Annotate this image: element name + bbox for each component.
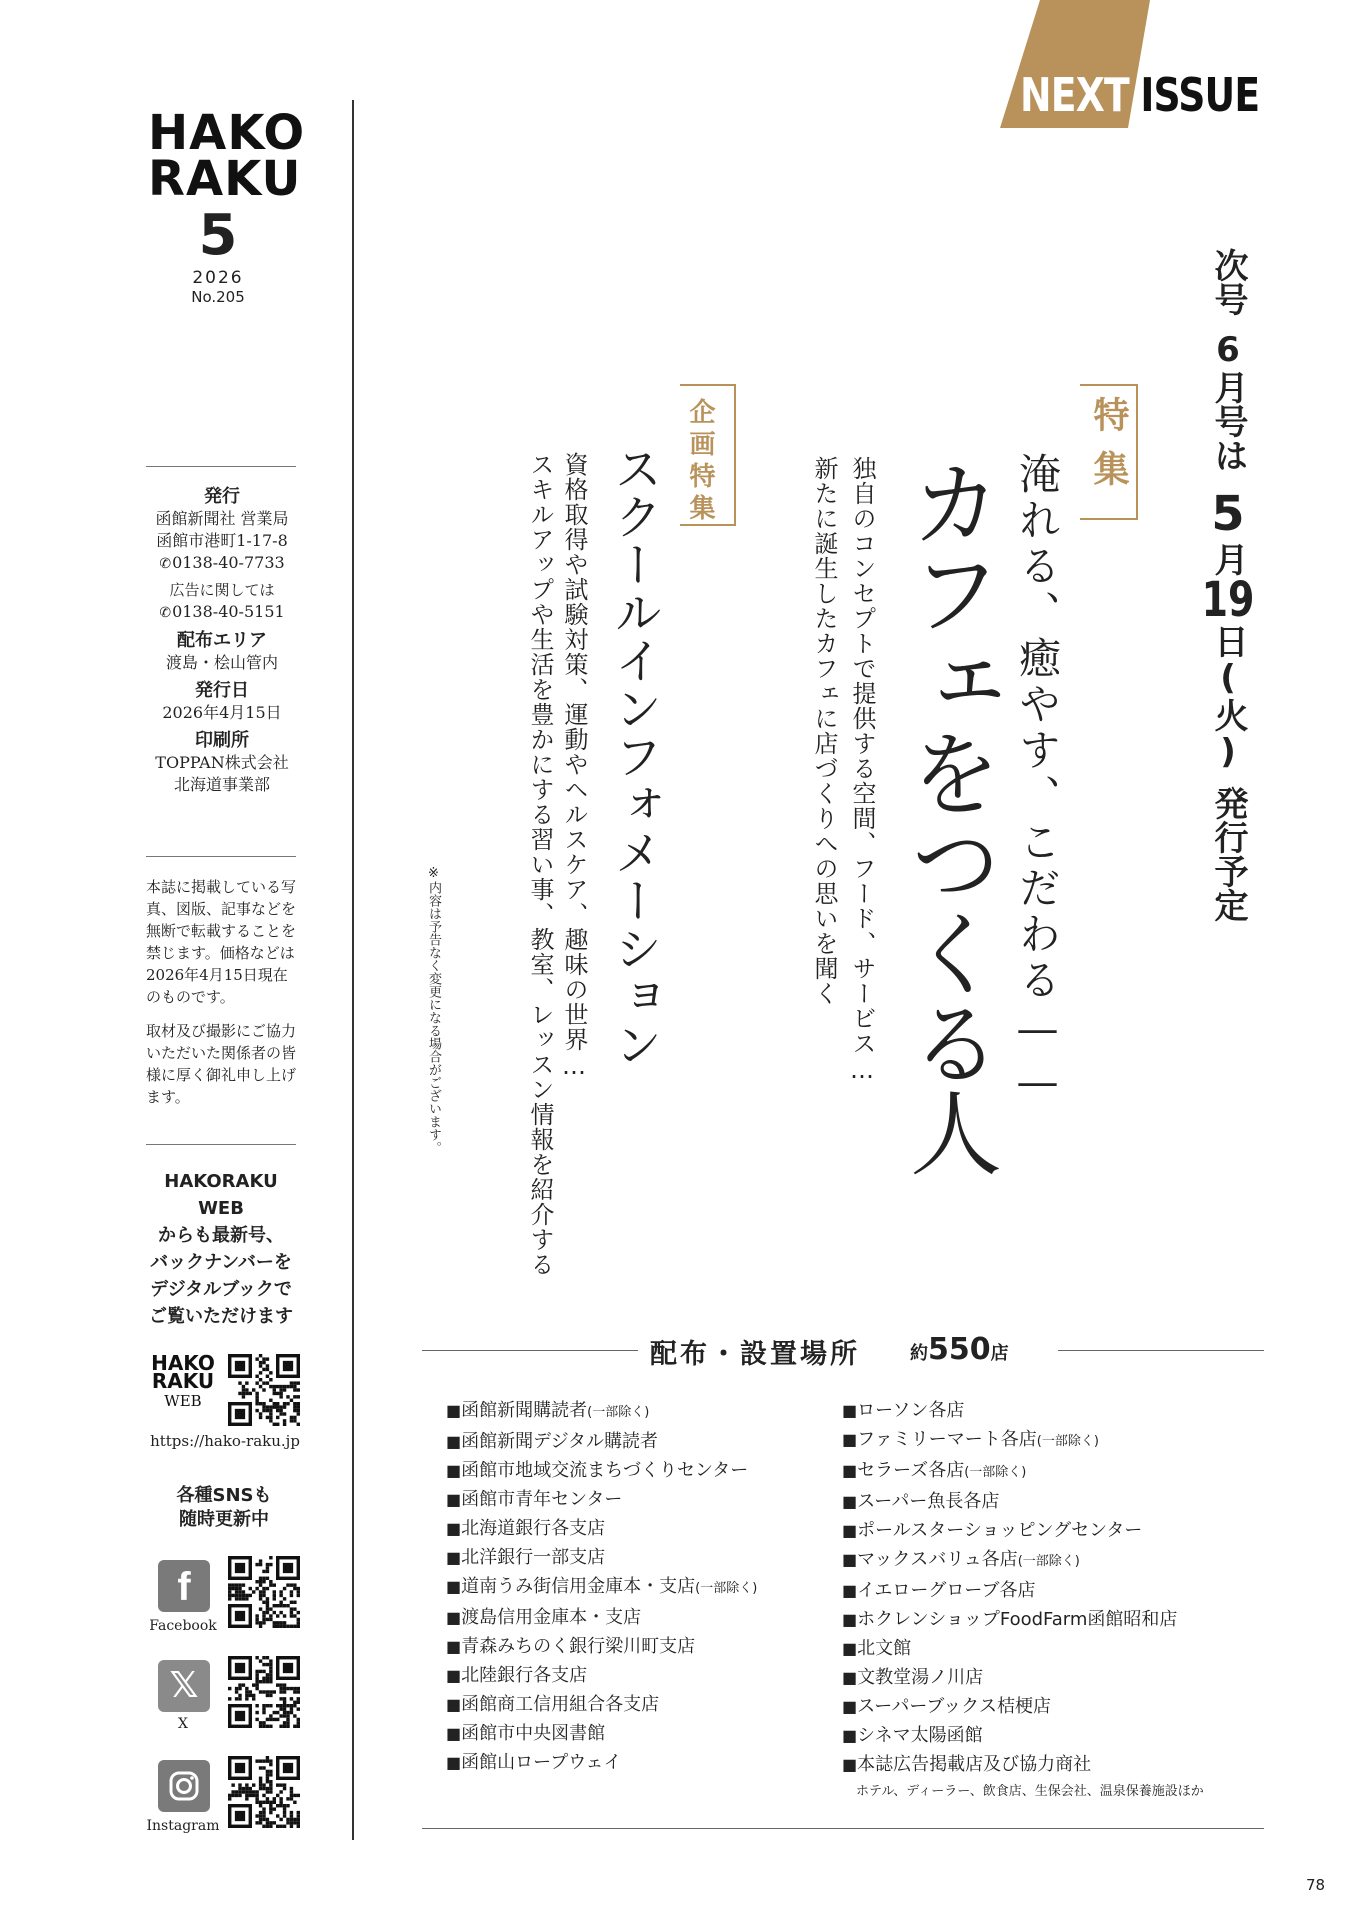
list-item-text: 本誌広告掲載店及び協力商社 <box>857 1754 1092 1775</box>
list-item <box>446 1748 757 1777</box>
banner-issue: ISSUE <box>1140 68 1260 122</box>
list-item <box>446 1485 757 1514</box>
web-logo <box>148 1351 218 1410</box>
list-item-text: ファミリーマート各店 <box>857 1429 1037 1450</box>
website-url[interactable]: https://hako-raku.jp <box>150 1432 300 1450</box>
feature-description-1: 独自のコンセプトで提供する空間、フード、サービス… <box>848 456 876 1085</box>
publisher-label: 発行 <box>204 486 240 507</box>
printer-division: 北海道事業部 <box>173 775 270 794</box>
next-text: 次号 <box>1208 248 1248 316</box>
copyright-notice <box>146 876 302 1120</box>
feature-subtitle: 淹れる、癒やす、こだわる—— <box>1013 452 1062 1110</box>
list-item-text: スーパーブックス桔梗店 <box>857 1696 1051 1717</box>
special-title: スクールインフォメーション <box>606 444 662 1068</box>
divider <box>422 1828 1264 1829</box>
x-label: X <box>178 1716 188 1732</box>
web-logo-line-2: RAKU <box>151 1369 215 1393</box>
special-tag: 企画特集 <box>685 398 715 526</box>
list-item <box>842 1750 1177 1779</box>
list-item-text: シネマ太陽函館 <box>857 1725 983 1746</box>
printer-label: 印刷所 <box>195 730 249 751</box>
web-line: WEB <box>198 1198 244 1219</box>
divider <box>422 1350 638 1351</box>
feature-tag: 特集 <box>1088 396 1129 504</box>
next-text: 月号は <box>1208 370 1248 472</box>
list-item-exception: (一部除く) <box>1017 1554 1080 1569</box>
list-item <box>446 1456 757 1485</box>
next-month: 6 <box>1208 330 1248 370</box>
web-logo-line-1: HAKO <box>151 1351 215 1375</box>
date-value: 2026年4月15日 <box>162 703 282 722</box>
list-item-text: ポールスターショッピングセンター <box>857 1520 1143 1541</box>
printer-name: TOPPAN株式会社 <box>155 753 289 772</box>
list-item-text: 渡島信用金庫本・支店 <box>461 1607 642 1628</box>
sns-line-2: 随時更新中 <box>179 1509 269 1530</box>
change-note: ※内容は予告なく変更になる場合がございます。 <box>426 866 441 1154</box>
list-item <box>842 1456 1177 1487</box>
list-item <box>842 1545 1177 1576</box>
distribution-count <box>910 1332 1009 1367</box>
list-item <box>446 1632 757 1661</box>
instagram-glyph <box>158 1760 210 1812</box>
page-number: 78 <box>1306 1876 1326 1894</box>
list-item-exception: (一部除く) <box>964 1465 1027 1480</box>
list-item <box>446 1603 757 1632</box>
distribution-title: 配布・設置場所 <box>650 1339 860 1370</box>
area-value: 渡島・桧山管内 <box>165 653 278 672</box>
list-item <box>842 1634 1177 1663</box>
special-description-1: 資格取得や試験対策、運動やヘルスケア、趣味の世界… <box>560 452 588 1081</box>
list-item-text: 文教堂湯ノ川店 <box>857 1667 984 1688</box>
publisher-phone: ✆ 0138-40-7733 <box>140 552 304 575</box>
list-item-text: 北文館 <box>857 1638 912 1659</box>
sns-heading <box>146 1484 302 1532</box>
list-item-text: 北陸銀行各支店 <box>461 1665 588 1686</box>
list-item <box>842 1516 1177 1545</box>
list-item <box>446 1661 757 1690</box>
qr-code-icon[interactable] <box>228 1756 300 1828</box>
list-item-text: ローソン各店 <box>857 1400 965 1421</box>
count-prefix: 約 <box>910 1343 928 1364</box>
list-item <box>842 1576 1177 1605</box>
publisher-name: 函館新聞社 営業局 <box>155 509 289 528</box>
list-item <box>446 1427 757 1456</box>
distribution-list-left <box>446 1396 757 1777</box>
list-item-text: スーパー魚長各店 <box>857 1491 1000 1512</box>
list-item-text: 函館市青年センター <box>461 1489 623 1510</box>
notice-paragraph-1: 本誌に掲載している写真、図版、記事などを無断で転載することを禁じます。価格などは2026年4月15日現在のものです。 <box>146 878 297 1006</box>
issue-month: 5 <box>198 203 238 268</box>
qr-code-icon[interactable] <box>228 1656 300 1728</box>
list-item-text: 函館市中央図書館 <box>461 1723 606 1744</box>
date-label: 発行日 <box>195 680 249 701</box>
feature-title: カフェをつくる人 <box>895 456 1002 1176</box>
publisher-address: 函館市港町1-17-8 <box>156 531 288 550</box>
divider <box>146 1144 296 1145</box>
next-issue-date <box>1200 248 1256 922</box>
list-item <box>446 1690 757 1719</box>
list-item <box>842 1663 1177 1692</box>
special-description-2: スキルアップや生活を豊かにする習い事、教室、レッスン情報を紹介する <box>526 452 554 1277</box>
count-number: 550 <box>928 1332 991 1367</box>
banner-next: NEXT <box>1020 68 1129 122</box>
list-item-exception: (一部除く) <box>695 1581 758 1596</box>
area-label: 配布エリア <box>177 630 267 651</box>
list-item-text: 函館市地域交流まちづくりセンター <box>461 1460 749 1481</box>
web-line: バックナンバーを <box>150 1252 292 1273</box>
list-item-exception: (一部除く) <box>587 1405 650 1420</box>
list-item-text: セラーズ各店 <box>857 1460 965 1481</box>
publisher-info <box>140 486 304 796</box>
logo-line-1: HAKO <box>148 105 306 161</box>
list-item <box>446 1396 757 1427</box>
facebook-icon[interactable]: f <box>158 1560 210 1612</box>
feature-description-2: 新たに誕生したカフェに店づくりへの思いを聞く <box>810 456 838 1006</box>
list-item <box>842 1487 1177 1516</box>
next-text: 月 <box>1208 542 1248 576</box>
web-line: デジタルブックで <box>150 1279 292 1300</box>
web-promo <box>136 1168 306 1330</box>
divider <box>146 856 296 857</box>
release-day: 19 <box>1201 576 1255 624</box>
facebook-label: Facebook <box>149 1618 217 1634</box>
list-item <box>446 1719 757 1748</box>
distribution-footer: ホテル、ディーラー、飲食店、生保会社、温泉保養施設ほか <box>856 1784 1204 1799</box>
list-item-text: マックスバリュ各店 <box>857 1549 1018 1570</box>
list-item-text: 道南うみ街信用金庫本・支店 <box>461 1576 696 1597</box>
issue-year: 2026 <box>192 268 244 288</box>
list-item <box>842 1425 1177 1456</box>
list-item-text: 函館山ロープウェイ <box>461 1752 622 1773</box>
web-line: HAKORAKU <box>164 1171 278 1192</box>
list-item <box>842 1692 1177 1721</box>
list-item <box>446 1514 757 1543</box>
list-item <box>446 1572 757 1603</box>
divider <box>1058 1350 1264 1351</box>
sns-line-1: 各種SNSも <box>176 1485 272 1506</box>
web-line: からも最新号、 <box>158 1225 284 1246</box>
list-item-text: 函館新聞デジタル購読者 <box>461 1431 659 1452</box>
web-line: ご覧いただけます <box>149 1306 293 1327</box>
list-item-text: 青森みちのく銀行梁川町支店 <box>461 1636 696 1657</box>
qr-code-icon[interactable] <box>228 1354 300 1426</box>
count-suffix: 店 <box>990 1343 1009 1364</box>
divider <box>146 466 296 467</box>
list-item-exception: (一部除く) <box>1036 1434 1099 1449</box>
list-item <box>446 1543 757 1572</box>
notice-paragraph-2: 取材及び撮影にご協力いただいた関係者の皆様に厚く御礼申し上げます。 <box>146 1022 297 1106</box>
ad-label: 広告に関しては <box>169 581 275 599</box>
web-logo-line-3: WEB <box>164 1392 202 1410</box>
ad-phone: ✆ 0138-40-5151 <box>140 601 304 624</box>
column-divider <box>352 100 354 1840</box>
x-icon[interactable]: 𝕏 <box>158 1660 210 1712</box>
list-item-text: ホクレンショップFoodFarm函館昭和店 <box>857 1609 1178 1630</box>
masthead <box>148 105 306 306</box>
logo-line-2: RAKU <box>148 151 302 207</box>
list-item <box>842 1721 1177 1750</box>
list-item-text: 北海道銀行各支店 <box>461 1518 606 1539</box>
list-item-text: 函館商工信用組合各支店 <box>461 1694 660 1715</box>
qr-code-icon[interactable] <box>228 1556 300 1628</box>
next-issue-heading <box>1020 68 1259 122</box>
list-item <box>842 1396 1177 1425</box>
list-item-text: 函館新聞購読者 <box>461 1400 588 1421</box>
issue-number: No.205 <box>191 288 245 306</box>
instagram-icon[interactable] <box>158 1760 210 1812</box>
distribution-list-right <box>842 1396 1177 1779</box>
instagram-label: Instagram <box>146 1818 220 1834</box>
release-weekday: (火) <box>1208 658 1248 772</box>
next-text: 日 <box>1208 624 1248 658</box>
next-text: 発行予定 <box>1208 786 1248 922</box>
list-item <box>842 1605 1177 1634</box>
list-item-text: イエローグローブ各店 <box>857 1580 1036 1601</box>
release-month: 5 <box>1200 486 1256 542</box>
list-item-text: 北洋銀行一部支店 <box>461 1547 606 1568</box>
